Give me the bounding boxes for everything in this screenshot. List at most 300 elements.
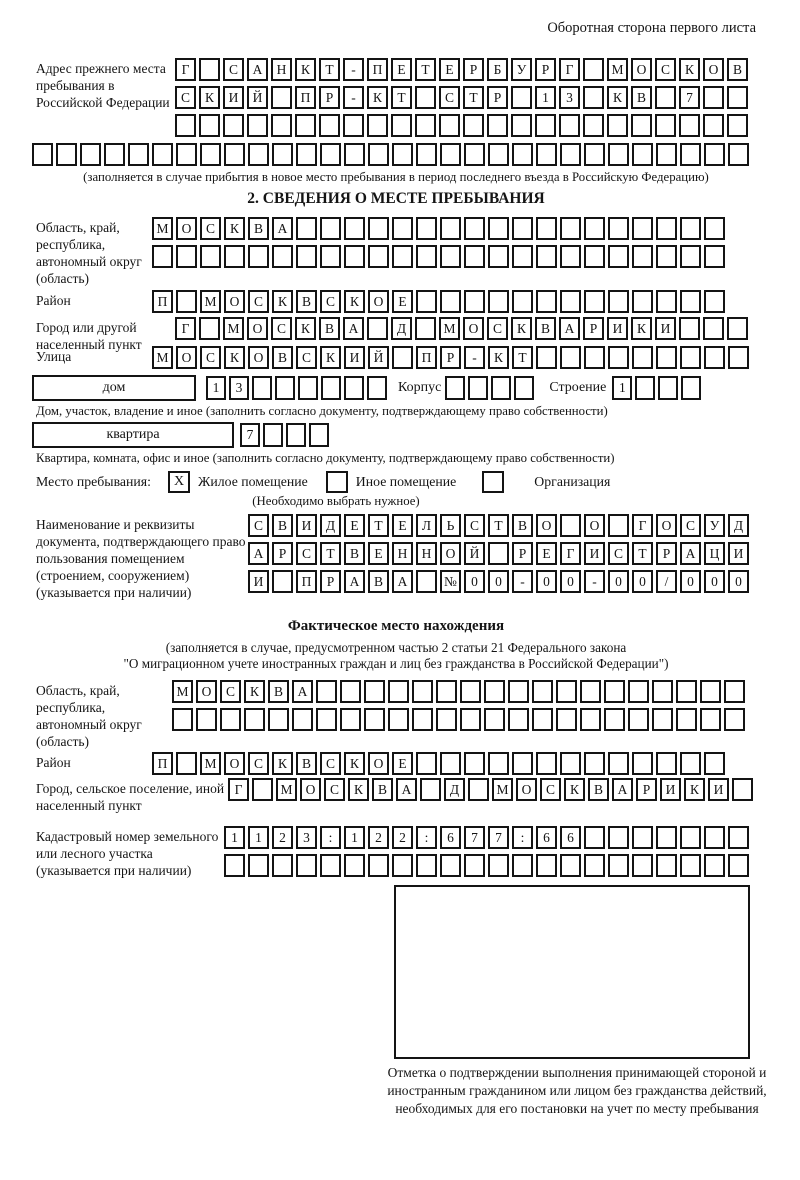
char-box: С	[324, 778, 345, 801]
char-box: М	[439, 317, 460, 340]
korpus-label: Корпус	[398, 380, 442, 395]
char-box: В	[296, 290, 317, 313]
char-box: К	[488, 346, 509, 369]
char-box	[176, 143, 197, 166]
char-box: С	[200, 346, 221, 369]
char-box	[439, 114, 460, 137]
char-box	[320, 143, 341, 166]
char-box	[724, 680, 745, 703]
char-box: 2	[272, 826, 293, 849]
char-box: П	[152, 752, 173, 775]
char-box	[608, 217, 629, 240]
char-box	[512, 854, 533, 877]
char-box	[368, 143, 389, 166]
char-box	[727, 86, 748, 109]
confirmation-stamp-box	[394, 885, 750, 1059]
char-box: :	[416, 826, 437, 849]
char-box	[196, 708, 217, 731]
char-box	[488, 217, 509, 240]
stay-option-residential-checkbox: X	[168, 471, 190, 493]
char-box	[704, 346, 725, 369]
char-box	[223, 114, 244, 137]
street-field	[36, 346, 756, 369]
char-box: П	[152, 290, 173, 313]
actual-city-field	[36, 778, 756, 813]
char-box: С	[464, 514, 485, 537]
char-box	[252, 778, 273, 801]
city-field	[36, 317, 756, 352]
region-label: Область, край, республика, автономный округ (область)	[36, 220, 142, 286]
char-box	[440, 854, 461, 877]
char-box	[298, 376, 318, 400]
char-box: Й	[464, 542, 485, 565]
char-box: С	[487, 317, 508, 340]
char-box	[679, 114, 700, 137]
char-box	[368, 854, 389, 877]
char-box	[440, 752, 461, 775]
char-box	[656, 290, 677, 313]
char-box	[632, 245, 653, 268]
char-box	[488, 542, 509, 565]
char-box	[244, 708, 265, 731]
char-box	[584, 290, 605, 313]
char-box: -	[584, 570, 605, 593]
char-box: А	[559, 317, 580, 340]
char-box: А	[392, 570, 413, 593]
char-box	[416, 290, 437, 313]
char-box: В	[319, 317, 340, 340]
char-box	[728, 143, 749, 166]
char-box	[604, 708, 625, 731]
title-document-label: Наименование и реквизиты документа, подтверждающего право пользования помещением (строением, сооружением) (указывается при наличии)	[36, 517, 246, 600]
char-box	[703, 114, 724, 137]
char-box: И	[607, 317, 628, 340]
char-box	[440, 245, 461, 268]
char-box	[364, 708, 385, 731]
char-box	[199, 317, 220, 340]
apartment-caption: Квартира, комната, офис и иное (заполнить согласно документу, подтверждающему право собственности)	[36, 451, 615, 465]
char-box: Г	[632, 514, 653, 537]
char-box	[536, 143, 557, 166]
char-box	[296, 854, 317, 877]
char-box	[224, 245, 245, 268]
actual-district-char-row	[152, 752, 756, 775]
char-box	[535, 114, 556, 137]
char-box: П	[296, 570, 317, 593]
char-box	[484, 708, 505, 731]
char-box: О	[368, 752, 389, 775]
char-box	[584, 854, 605, 877]
char-box	[247, 114, 268, 137]
char-box: П	[367, 58, 388, 81]
char-box	[536, 217, 557, 240]
char-box	[487, 114, 508, 137]
actual-location-caption-2: "О миграционном учете иностранных граждан и лиц без гражданства в Российской Федерации")	[123, 656, 669, 671]
char-box	[248, 143, 269, 166]
char-box	[604, 680, 625, 703]
char-box	[607, 114, 628, 137]
char-box: С	[296, 542, 317, 565]
char-box	[635, 376, 655, 400]
char-box	[536, 346, 557, 369]
actual-region-char-row-2	[172, 708, 756, 731]
prev-address-char-row-2	[175, 86, 756, 109]
char-box	[704, 854, 725, 877]
char-box: Е	[368, 542, 389, 565]
char-box	[272, 245, 293, 268]
char-box	[319, 114, 340, 137]
char-box: И	[344, 346, 365, 369]
char-box: К	[564, 778, 585, 801]
char-box: О	[463, 317, 484, 340]
char-box: Т	[488, 514, 509, 537]
char-box: Г	[175, 317, 196, 340]
char-box: М	[200, 752, 221, 775]
char-box	[420, 778, 441, 801]
apartment-row	[36, 422, 756, 448]
char-box: А	[248, 542, 269, 565]
char-box	[560, 245, 581, 268]
char-box: С	[271, 317, 292, 340]
char-box: Л	[416, 514, 437, 537]
char-box	[416, 245, 437, 268]
char-box	[655, 86, 676, 109]
char-box	[248, 245, 269, 268]
char-box: В	[512, 514, 533, 537]
char-box	[364, 680, 385, 703]
char-box: С	[320, 752, 341, 775]
actual-city-label: Город, сельское поселение, иной населенный пункт	[36, 781, 225, 813]
char-box	[608, 826, 629, 849]
char-box	[583, 86, 604, 109]
char-box: Р	[583, 317, 604, 340]
char-box: 6	[560, 826, 581, 849]
char-box: У	[511, 58, 532, 81]
char-box: С	[439, 86, 460, 109]
char-box: Б	[487, 58, 508, 81]
char-box: Т	[368, 514, 389, 537]
char-box: -	[512, 570, 533, 593]
char-box	[700, 708, 721, 731]
char-box	[608, 854, 629, 877]
char-box: Р	[463, 58, 484, 81]
char-box	[128, 143, 149, 166]
char-box: Д	[320, 514, 341, 537]
char-box: Р	[272, 542, 293, 565]
char-box	[56, 143, 77, 166]
actual-region-char-row-1	[172, 680, 756, 703]
char-box	[460, 680, 481, 703]
region-char-row-2	[152, 245, 756, 268]
char-box	[632, 826, 653, 849]
char-box	[514, 376, 534, 400]
house-number-cells	[206, 376, 390, 400]
char-box	[559, 114, 580, 137]
char-box	[224, 143, 245, 166]
char-box	[344, 376, 364, 400]
char-box	[340, 708, 361, 731]
char-box	[680, 752, 701, 775]
char-box	[512, 245, 533, 268]
char-box	[320, 217, 341, 240]
char-box: К	[348, 778, 369, 801]
district-char-row	[152, 290, 756, 313]
char-box	[252, 376, 272, 400]
char-box: Т	[463, 86, 484, 109]
char-box	[464, 854, 485, 877]
char-box	[580, 680, 601, 703]
char-box: Р	[320, 570, 341, 593]
char-box	[388, 708, 409, 731]
char-box: И	[655, 317, 676, 340]
char-box: Е	[391, 58, 412, 81]
char-box: Т	[391, 86, 412, 109]
char-box: :	[512, 826, 533, 849]
char-box	[652, 708, 673, 731]
char-box: Р	[636, 778, 657, 801]
char-box	[631, 114, 652, 137]
stay-type-note: (Необходимо выбрать нужное)	[252, 494, 420, 508]
char-box: Т	[415, 58, 436, 81]
char-box: :	[320, 826, 341, 849]
char-box	[532, 680, 553, 703]
char-box: Е	[392, 752, 413, 775]
char-box	[271, 114, 292, 137]
char-box: 0	[464, 570, 485, 593]
char-box: О	[516, 778, 537, 801]
char-box	[536, 245, 557, 268]
char-box: И	[728, 542, 749, 565]
char-box	[412, 680, 433, 703]
prev-address-char-row-1	[175, 58, 756, 81]
char-box: О	[300, 778, 321, 801]
char-box	[464, 752, 485, 775]
char-box: О	[176, 346, 197, 369]
char-box	[316, 680, 337, 703]
char-box: Т	[512, 346, 533, 369]
stay-option-other-label: Иное помещение	[355, 474, 457, 489]
char-box	[460, 708, 481, 731]
char-box	[415, 114, 436, 137]
char-box: Т	[632, 542, 653, 565]
char-box	[321, 376, 341, 400]
actual-location-caption-1: (заполняется в случае, предусмотренном частью 2 статьи 21 Федерального закона	[165, 640, 627, 655]
char-box	[172, 708, 193, 731]
char-box: А	[343, 317, 364, 340]
char-box: Н	[416, 542, 437, 565]
char-box	[628, 680, 649, 703]
char-box: Е	[439, 58, 460, 81]
char-box	[560, 752, 581, 775]
char-box	[392, 346, 413, 369]
char-box	[680, 290, 701, 313]
char-box: Д	[728, 514, 749, 537]
char-box: О	[196, 680, 217, 703]
char-box: С	[220, 680, 241, 703]
char-box: П	[295, 86, 316, 109]
char-box: Г	[175, 58, 196, 81]
char-box	[488, 143, 509, 166]
prev-address-caption: (заполняется в случае прибытия в новое место пребывания в период последнего въезда в Российскую Федерацию)	[83, 170, 709, 184]
char-box: 2	[392, 826, 413, 849]
char-box	[512, 752, 533, 775]
char-box: К	[244, 680, 265, 703]
char-box	[608, 752, 629, 775]
char-box	[436, 680, 457, 703]
char-box	[584, 346, 605, 369]
char-box	[583, 114, 604, 137]
char-box	[248, 854, 269, 877]
char-box	[200, 143, 221, 166]
char-box	[560, 854, 581, 877]
char-box	[608, 514, 629, 537]
char-box: /	[656, 570, 677, 593]
char-box: 1	[535, 86, 556, 109]
char-box: О	[368, 290, 389, 313]
char-box: Й	[247, 86, 268, 109]
char-box	[655, 114, 676, 137]
char-box	[703, 86, 724, 109]
char-box	[511, 114, 532, 137]
char-box	[536, 854, 557, 877]
char-box	[268, 708, 289, 731]
char-box	[392, 245, 413, 268]
char-box	[583, 58, 604, 81]
char-box: М	[607, 58, 628, 81]
char-box	[392, 143, 413, 166]
char-box: К	[367, 86, 388, 109]
char-box	[679, 317, 700, 340]
char-box: О	[656, 514, 677, 537]
char-box	[728, 854, 749, 877]
char-box: Р	[440, 346, 461, 369]
char-box	[392, 217, 413, 240]
char-box: 0	[560, 570, 581, 593]
char-box: М	[172, 680, 193, 703]
char-box: М	[152, 217, 173, 240]
char-box	[728, 346, 749, 369]
char-box	[176, 245, 197, 268]
char-box: Д	[391, 317, 412, 340]
char-box: В	[272, 514, 293, 537]
char-box	[416, 570, 437, 593]
char-box	[224, 854, 245, 877]
cadastral-char-row-2	[224, 854, 756, 877]
char-box: Г	[560, 542, 581, 565]
char-box: О	[176, 217, 197, 240]
char-box	[320, 245, 341, 268]
char-box: 6	[440, 826, 461, 849]
actual-district-field	[36, 752, 756, 775]
char-box	[271, 86, 292, 109]
char-box: С	[655, 58, 676, 81]
char-box	[608, 245, 629, 268]
char-box	[440, 290, 461, 313]
char-box	[632, 752, 653, 775]
stay-option-residential-label: Жилое помещение	[198, 474, 308, 489]
char-box	[508, 680, 529, 703]
char-box	[724, 708, 745, 731]
char-box: О	[247, 317, 268, 340]
apartment-label-box: квартира	[32, 422, 234, 448]
char-box: 0	[728, 570, 749, 593]
char-box	[464, 217, 485, 240]
char-box	[512, 290, 533, 313]
char-box	[200, 245, 221, 268]
char-box	[272, 854, 293, 877]
char-box: 0	[536, 570, 557, 593]
region-char-row-1	[152, 217, 756, 240]
char-box: К	[344, 752, 365, 775]
char-box	[488, 245, 509, 268]
char-box	[344, 854, 365, 877]
char-box: Р	[535, 58, 556, 81]
char-box: 0	[632, 570, 653, 593]
district-label: Район	[36, 293, 71, 308]
char-box: А	[272, 217, 293, 240]
char-box: С	[680, 514, 701, 537]
prev-address-field	[36, 58, 756, 137]
char-box: А	[612, 778, 633, 801]
char-box: №	[440, 570, 461, 593]
char-box: К	[272, 290, 293, 313]
char-box: К	[295, 317, 316, 340]
char-box	[464, 290, 485, 313]
char-box	[680, 245, 701, 268]
char-box: А	[344, 570, 365, 593]
char-box	[392, 854, 413, 877]
char-box: М	[223, 317, 244, 340]
char-box: К	[199, 86, 220, 109]
char-box	[608, 346, 629, 369]
char-box	[556, 708, 577, 731]
street-char-row	[152, 346, 756, 369]
char-box	[680, 826, 701, 849]
char-box: И	[248, 570, 269, 593]
char-box	[416, 217, 437, 240]
char-box: А	[247, 58, 268, 81]
char-box: В	[727, 58, 748, 81]
stay-option-organization-checkbox	[482, 471, 504, 493]
char-box	[704, 752, 725, 775]
char-box	[704, 290, 725, 313]
char-box: О	[440, 542, 461, 565]
char-box: 1	[344, 826, 365, 849]
char-box	[580, 708, 601, 731]
char-box	[391, 114, 412, 137]
actual-location-title: Фактическое место нахождения	[287, 618, 505, 634]
char-box: 0	[704, 570, 725, 593]
char-box: Г	[559, 58, 580, 81]
char-box	[512, 143, 533, 166]
char-box	[176, 752, 197, 775]
char-box: 7	[464, 826, 485, 849]
char-box: Е	[344, 514, 365, 537]
char-box	[484, 680, 505, 703]
char-box	[343, 114, 364, 137]
char-box	[680, 346, 701, 369]
char-box	[584, 826, 605, 849]
city-label: Город или другой населенный пункт	[36, 320, 142, 352]
char-box: -	[464, 346, 485, 369]
char-box: Ь	[440, 514, 461, 537]
char-box	[436, 708, 457, 731]
char-box: О	[584, 514, 605, 537]
char-box	[584, 245, 605, 268]
char-box: 1	[248, 826, 269, 849]
char-box	[656, 217, 677, 240]
char-box: Н	[271, 58, 292, 81]
